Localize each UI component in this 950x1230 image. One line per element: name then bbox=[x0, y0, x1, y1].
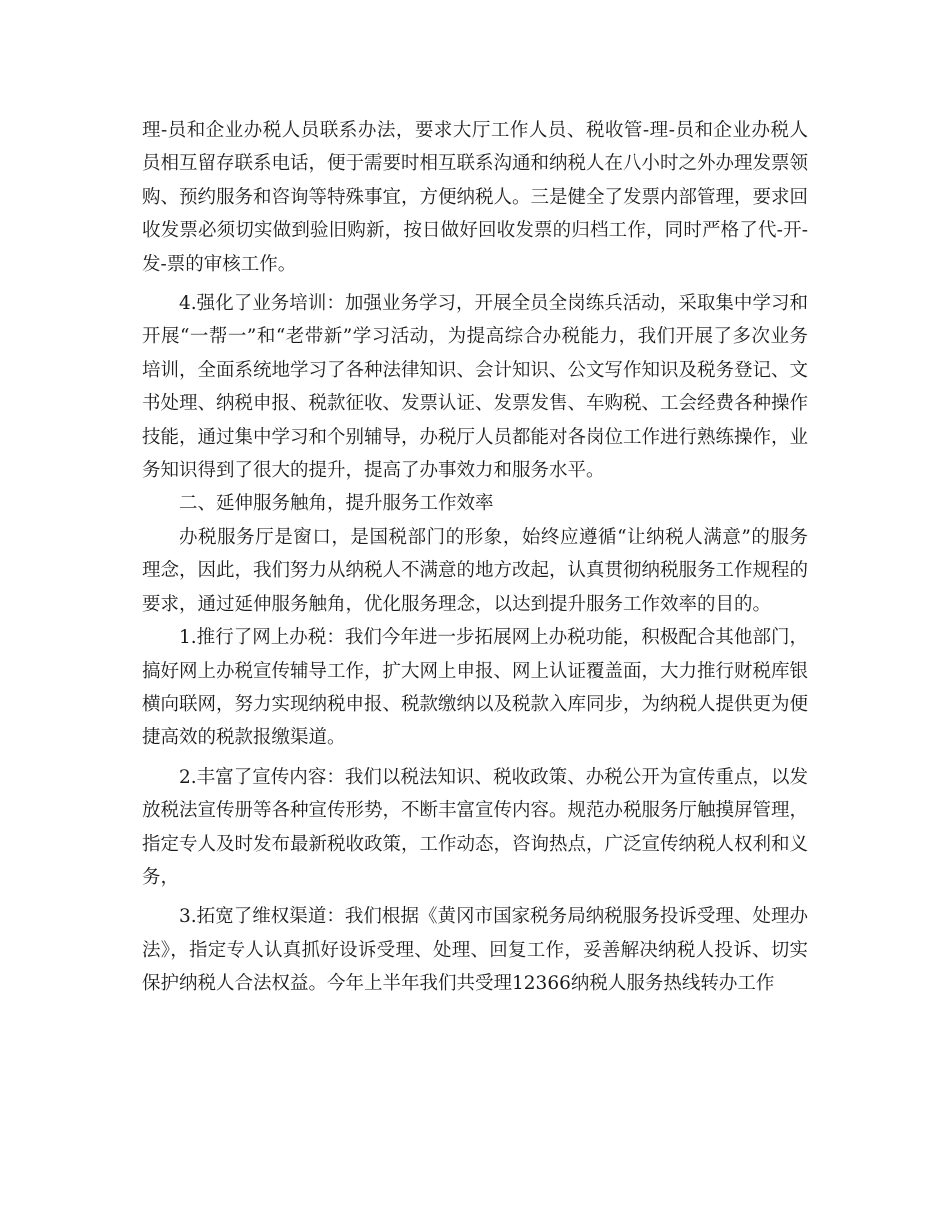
paragraph-business-training: 4.强化了业务培训：加强业务学习，开展全员全岗练兵活动，采取集中学习和开展“一帮一”和“老带新”学习活动，为提高综合办税能力，我们开展了多次业务培训，全面系统地学习了各种法律知识、会计知识、公文写作知识及税务登记、文书处理、纳税申报、税款征收、发票认证、发票发售、车购税、工会经费各种操作技能，通过集中学习和个别辅导，办税厅人员都能对各岗位工作进行熟练操作，业务知识得到了很大的提升，提高了办事效力和服务水平。 bbox=[142, 293, 809, 482]
paragraph-contact-and-invoice-management: 理-员和企业办税人员联系办法，要求大厅工作人员、税收管-理-员和企业办税人员相互留存联系电话，便于需要时相互联系沟通和纳税人在八小时之外办理发票领购、预约服务和咨询等特殊事宜，方便纳税人。三是健全了发票内部管理，要求回收发票必须切实做到验旧购新，按日做好回收发票的归档工作，同时严格了代-开-发-票的审核工作。 bbox=[142, 120, 809, 275]
document-body bbox=[142, 114, 808, 1001]
section-heading-extend-service: 二、延伸服务触角，提升服务工作效率 bbox=[179, 493, 494, 515]
paragraph-rights-protection: 3.拓宽了维权渠道：我们根据《黄冈市国家税务局纳税服务投诉受理、处理办法》，指定专人认真抓好设诉受理、处理、回复工作，妥善解决纳税人投诉、切实保护纳税人合法权益。今年上半年我们共受理12366纳税人服务热线转办工作 bbox=[142, 906, 808, 995]
paragraph-online-tax: 1.推行了网上办税：我们今年进一步拓展网上办税功能，积极配合其他部门，搞好网上办税宣传辅导工作，扩大网上申报、网上认证覆盖面，大力推行财税库银横向联网，努力实现纳税申报、税款缴纳以及税款入库同步，为纳税人提供更为便捷高效的税款报缴渠道。 bbox=[142, 627, 809, 749]
paragraph-publicity-content: 2.丰富了宣传内容：我们以税法知识、税收政策、办税公开为宣传重点，以发放税法宣传册等各种宣传形势，不断丰富宣传内容。规范办税服务厅触摸屏管理，指定专人及时发布最新税收政策，工作动态，咨询热点，广泛宣传纳税人权利和义务， bbox=[142, 766, 809, 888]
paragraph-service-hall-window: 办税服务厅是窗口，是国税部门的形象，始终应遵循“让纳税人满意”的服务理念，因此，我们努力从纳税人不满意的地方改起，认真贯彻纳税服务工作规程的要求，通过延伸服务触角，优化服务理念，以达到提升服务工作效率的目的。 bbox=[142, 526, 809, 615]
